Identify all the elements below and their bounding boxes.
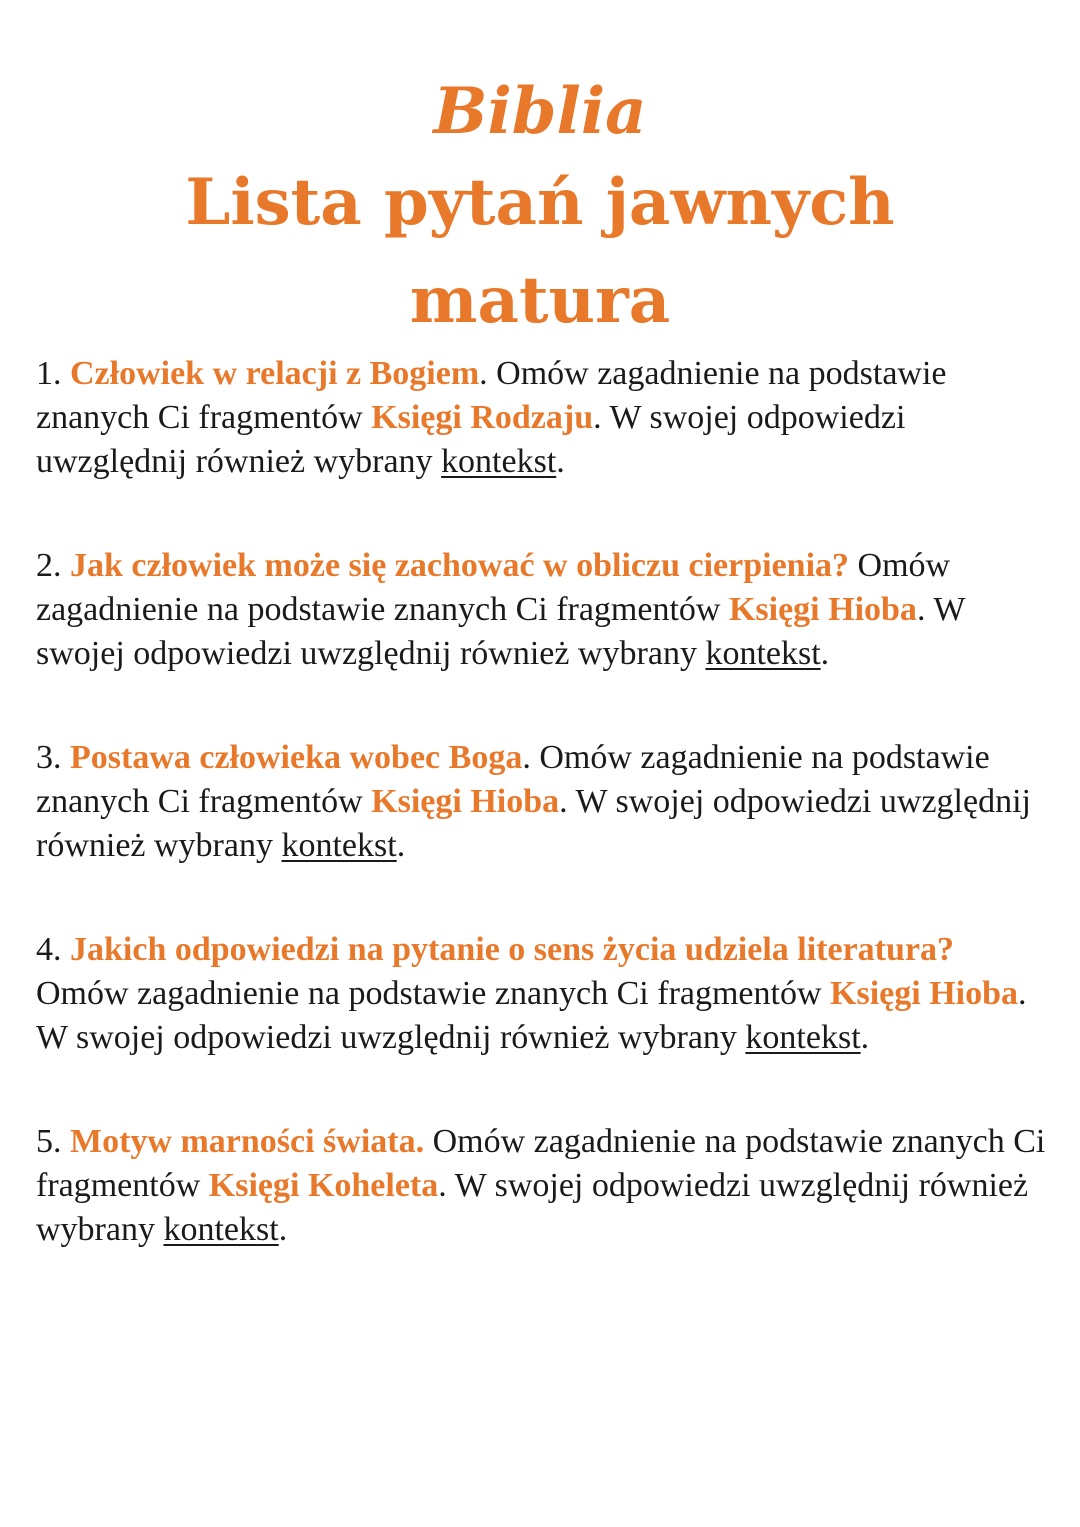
- question-text: Omów zagadnienie na podstawie znanych Ci fragmentów: [36, 975, 831, 1012]
- question-topic: Jak człowiek może się zachować w obliczu cierpienia?: [70, 547, 850, 584]
- question-list: [36, 352, 1046, 1312]
- question-book: Księgi Hioba: [830, 975, 1018, 1012]
- question-number: 5.: [36, 1123, 62, 1160]
- question-item-1: [36, 352, 1046, 484]
- question-context: kontekst: [441, 443, 557, 480]
- question-book: Księgi Koheleta: [208, 1167, 439, 1204]
- question-text: . W swojej odpowiedzi uwzględnij również wybrany: [36, 975, 1027, 1056]
- question-book: Księgi Hioba: [728, 591, 917, 628]
- question-text: Omów zagadnienie na podstawie znanych Ci fragmentów: [36, 1123, 1046, 1204]
- question-end: .: [396, 827, 406, 864]
- question-text: Omów zagadnienie na podstawie znanych Ci fragmentów: [36, 547, 951, 628]
- title-list-questions: Lista pytań jawnych: [185, 165, 895, 240]
- question-item-4: [36, 928, 1046, 1060]
- question-end: .: [820, 635, 830, 672]
- question-context: kontekst: [163, 1211, 279, 1248]
- question-number: 2.: [36, 547, 62, 584]
- question-text: . Omów zagadnienie na podstawie znanych Ci fragmentów: [36, 355, 947, 436]
- question-number: 4.: [36, 931, 62, 968]
- question-end: .: [860, 1019, 870, 1056]
- question-topic: Motyw marności świata.: [70, 1123, 425, 1160]
- question-end: .: [556, 443, 565, 480]
- question-item-5: [36, 1120, 1046, 1252]
- question-number: 3.: [36, 739, 62, 776]
- question-text: . Omów zagadnienie na podstawie znanych Ci fragmentów: [36, 739, 990, 820]
- question-topic: Jakich odpowiedzi na pytanie o sens życia udziela literatura?: [70, 931, 954, 968]
- question-text: . W swojej odpowiedzi uwzględnij również wybrany: [36, 399, 906, 480]
- question-context: kontekst: [745, 1019, 861, 1056]
- question-text: . W swojej odpowiedzi uwzględnij również wybrany: [36, 783, 1031, 864]
- question-topic: Człowiek w relacji z Bogiem: [70, 355, 480, 392]
- page-title: [0, 70, 1080, 350]
- question-book: Księgi Rodzaju: [371, 399, 594, 436]
- question-item-3: [36, 736, 1046, 868]
- question-item-2: [36, 544, 1046, 676]
- title-biblia: Biblia: [433, 74, 647, 149]
- question-text: . W swojej odpowiedzi uwzględnij również wybrany: [36, 591, 965, 672]
- question-number: 1.: [36, 355, 62, 392]
- question-context: kontekst: [705, 635, 821, 672]
- question-topic: Postawa człowieka wobec Boga: [70, 739, 523, 776]
- title-matura: matura: [409, 263, 671, 338]
- question-book: Księgi Hioba: [371, 783, 560, 820]
- question-end: .: [278, 1211, 288, 1248]
- question-text: . W swojej odpowiedzi uwzględnij również wybrany: [36, 1167, 1029, 1248]
- question-context: kontekst: [281, 827, 397, 864]
